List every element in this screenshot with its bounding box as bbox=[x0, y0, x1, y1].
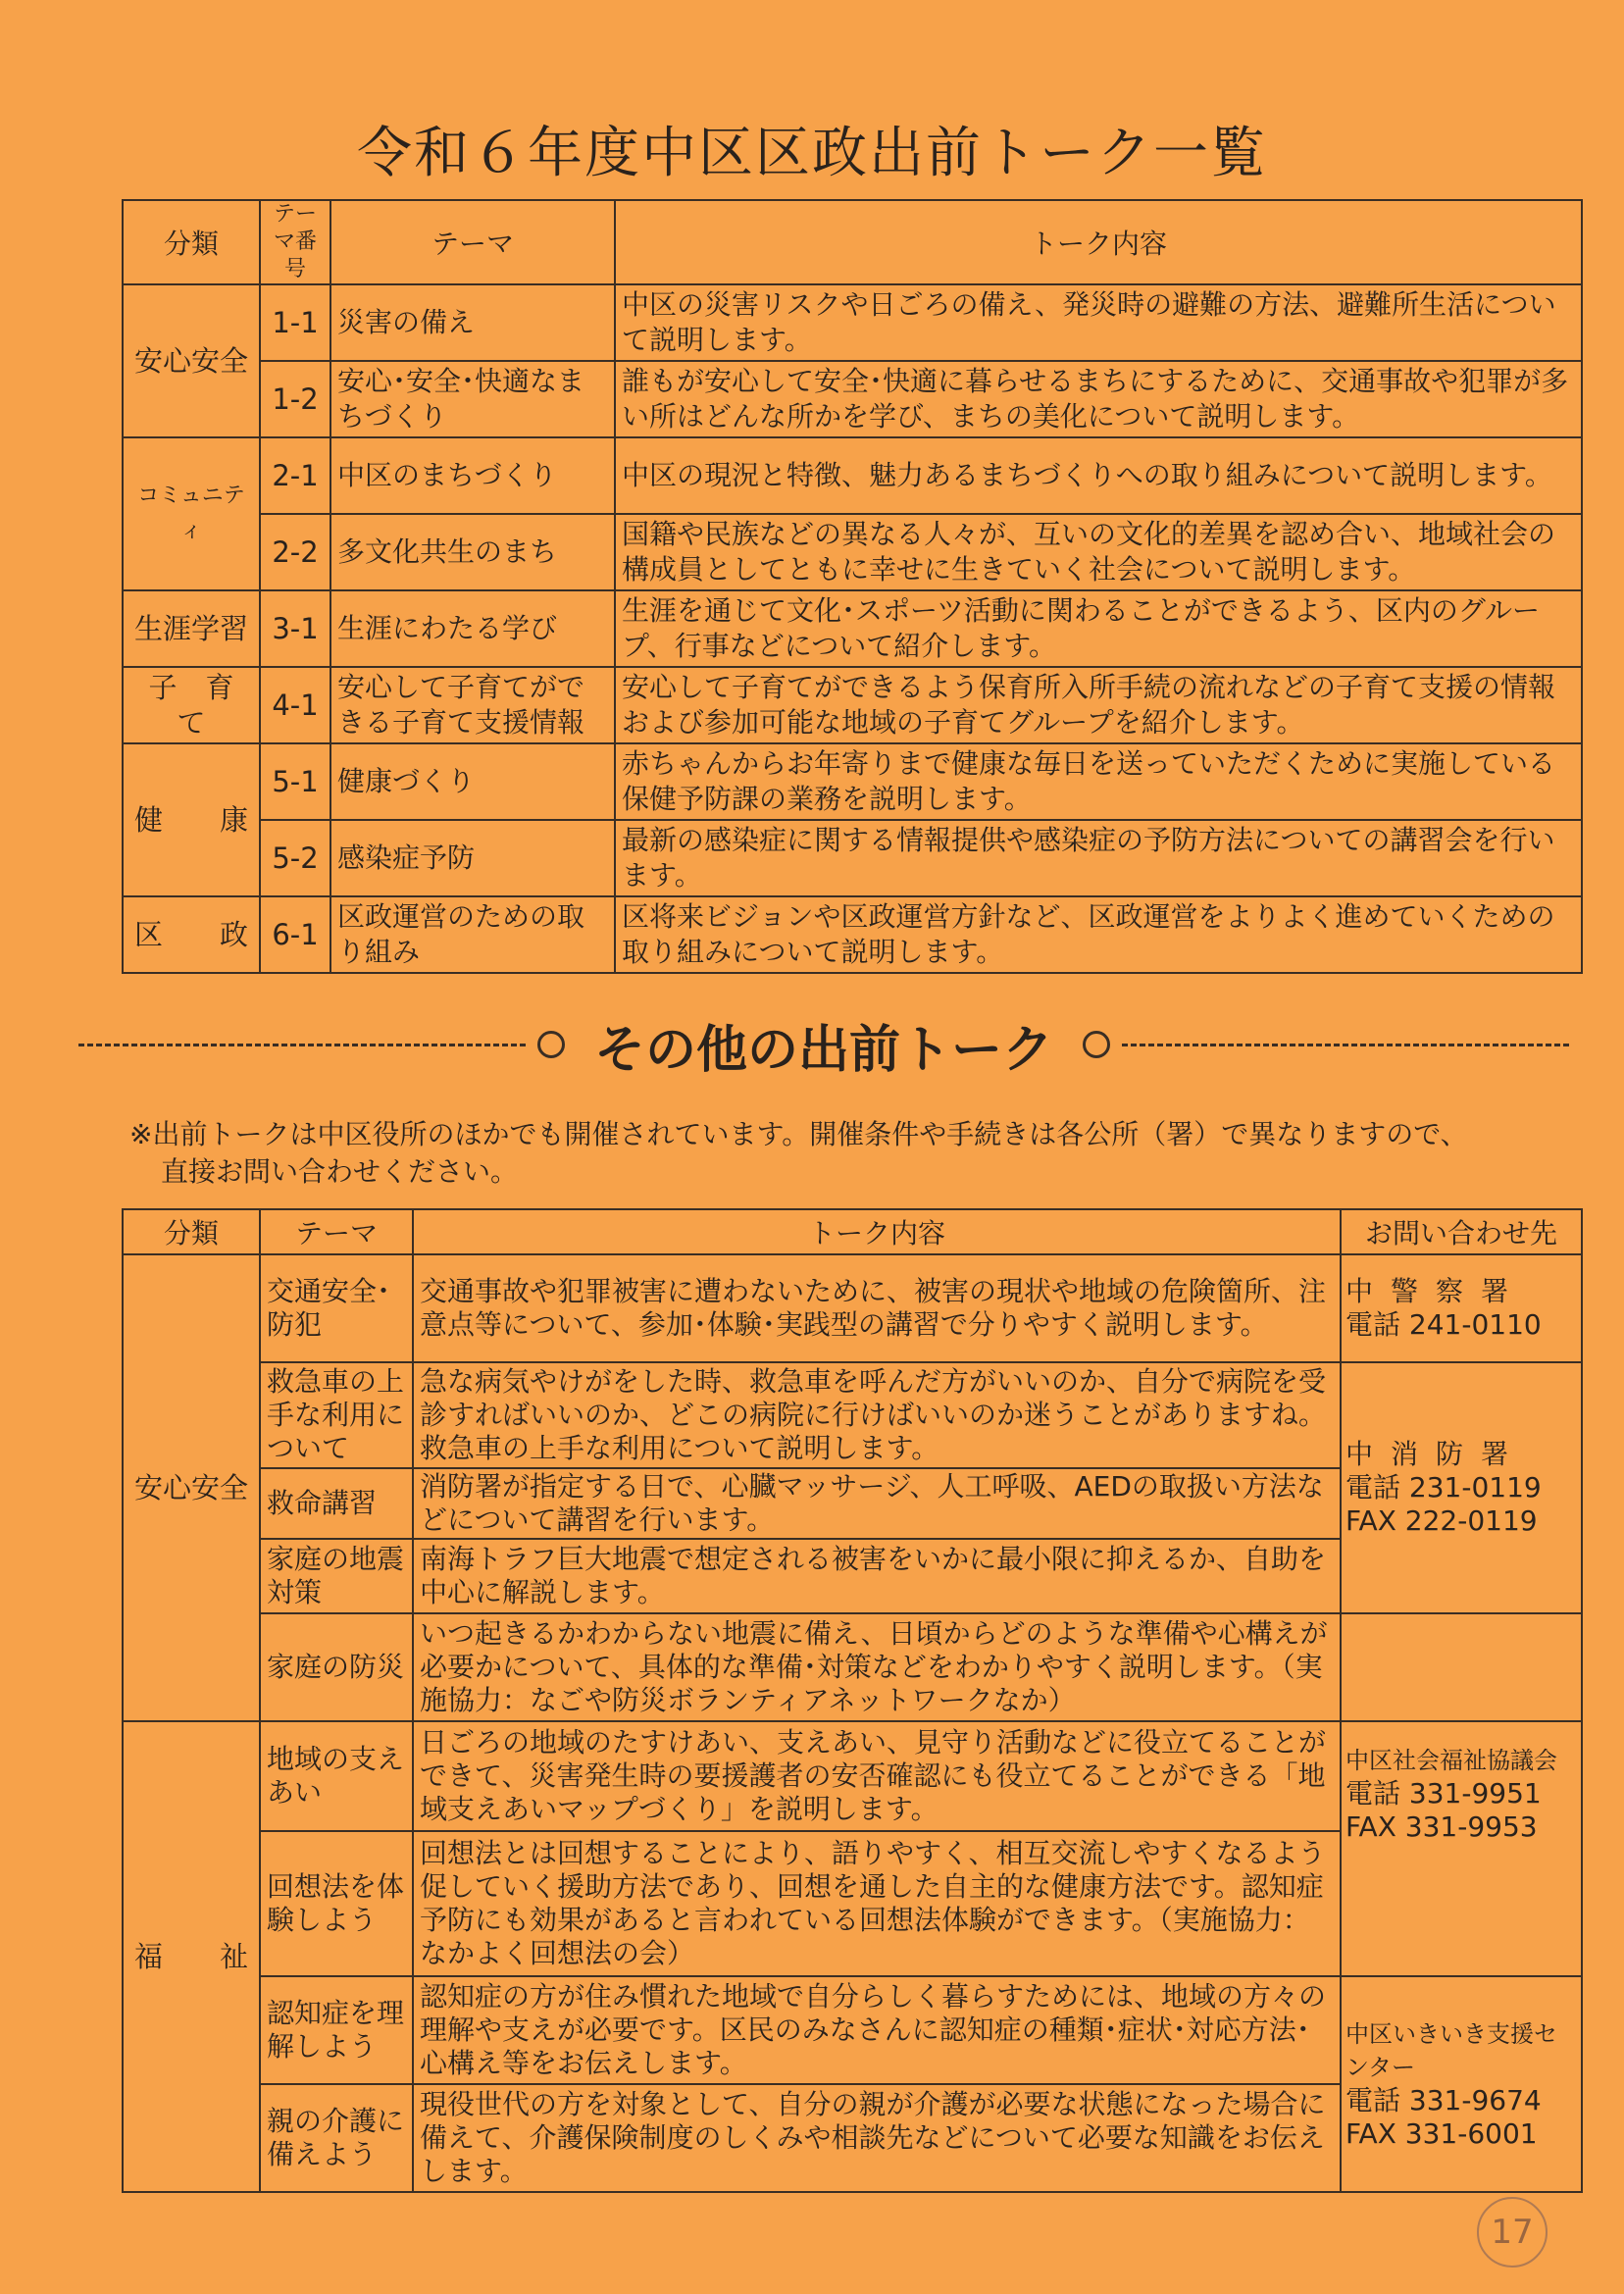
theme-cell: 区政運営のための取り組み bbox=[330, 896, 615, 973]
theme-cell: 生涯にわたる学び bbox=[330, 590, 615, 667]
number-cell: 3-1 bbox=[260, 590, 330, 667]
contact-tel: 電話 331-9951 bbox=[1345, 1777, 1542, 1810]
contact-fax: FAX 331-6001 bbox=[1345, 2117, 1538, 2150]
number-cell: 2-2 bbox=[260, 514, 330, 590]
contact-cell-police bbox=[1341, 1254, 1582, 1362]
number-cell: 6-1 bbox=[260, 896, 330, 973]
category-cell: 福 祉 bbox=[123, 1721, 260, 2192]
number-cell: 5-1 bbox=[260, 743, 330, 820]
content-cell: 消防署が指定する日で、心臓マッサージ、人工呼吸、AEDの取扱い方法などについて講習を行います。 bbox=[413, 1468, 1341, 1539]
content-cell: 交通事故や犯罪被害に遭わないために、被害の現状や地域の危険箇所、注意点等について、参加･体験･実践型の講習で分りやすく説明します。 bbox=[413, 1254, 1341, 1362]
header-theme: テーマ bbox=[330, 200, 615, 284]
header-theme: テーマ bbox=[260, 1209, 413, 1254]
header-category: 分類 bbox=[123, 1209, 260, 1254]
theme-cell: 救命講習 bbox=[260, 1468, 413, 1539]
note-line: ※出前トークは中区役所のほかでも開催されています。開催条件や手続きは各公所（署）で異なりますので、 bbox=[129, 1118, 1468, 1150]
theme-cell: 中区のまちづくり bbox=[330, 437, 615, 514]
content-cell: 生涯を通じて文化･スポーツ活動に関わることができるよう、区内のグループ、行事などについて紹介します。 bbox=[615, 590, 1582, 667]
theme-cell: 家庭の地震対策 bbox=[260, 1539, 413, 1613]
table-row bbox=[123, 820, 1582, 896]
content-cell: 中区の現況と特徴、魅力あるまちづくりへの取り組みについて説明します。 bbox=[615, 437, 1582, 514]
theme-cell: 健康づくり bbox=[330, 743, 615, 820]
content-cell: 誰もが安心して安全･快適に暮らせるまちにするために、交通事故や犯罪が多い所はどんな所かを学び、まちの美化について説明します。 bbox=[615, 361, 1582, 437]
table-ward-talks bbox=[122, 199, 1583, 974]
number-cell: 1-1 bbox=[260, 284, 330, 361]
number-cell: 1-2 bbox=[260, 361, 330, 437]
number-cell: 2-1 bbox=[260, 437, 330, 514]
category-cell: 安心安全 bbox=[123, 1254, 260, 1721]
section-heading: その他の出前トーク bbox=[594, 1020, 1054, 1080]
note-line: 直接お問い合わせください。 bbox=[161, 1155, 519, 1188]
theme-cell: 回想法を体験しよう bbox=[260, 1831, 413, 1976]
category-cell: 子 育 て bbox=[123, 667, 260, 743]
header-contact: お問い合わせ先 bbox=[1341, 1209, 1582, 1254]
contact-org: 中消防署 bbox=[1345, 1438, 1527, 1470]
category-cell: 区 政 bbox=[123, 896, 260, 973]
content-cell: 区将来ビジョンや区政運営方針など、区政運営をよりよく進めていくための取り組みについて説明します。 bbox=[615, 896, 1582, 973]
contact-org: 中警察署 bbox=[1345, 1275, 1527, 1307]
content-cell: 中区の災害リスクや日ごろの備え、発災時の避難の方法、避難所生活について説明します。 bbox=[615, 284, 1582, 361]
theme-cell: 親の介護に備えよう bbox=[260, 2084, 413, 2192]
content-cell: 最新の感染症に関する情報提供や感染症の予防方法についての講習会を行います。 bbox=[615, 820, 1582, 896]
content-cell: 南海トラフ巨大地震で想定される被害をいかに最小限に抑えるか、自助を中心に解説します。 bbox=[413, 1539, 1341, 1613]
section-divider bbox=[78, 1010, 1569, 1079]
theme-cell: 安心･安全･快適なまちづくり bbox=[330, 361, 615, 437]
number-cell: 5-2 bbox=[260, 820, 330, 896]
table-row bbox=[123, 1362, 1582, 1468]
content-cell: 日ごろの地域のたすけあい、支えあい、見守り活動などに役立てることができて、災害発生時の要援護者の安否確認にも役立てることができる「地域支えあいマップづくり」を説明します。 bbox=[413, 1721, 1341, 1831]
table-row bbox=[123, 743, 1582, 820]
contact-cell-empty bbox=[1341, 1613, 1582, 1721]
table-row bbox=[123, 1976, 1582, 2084]
divider-line-right bbox=[1122, 1044, 1569, 1046]
contact-tel: 電話 231-0119 bbox=[1345, 1471, 1542, 1504]
table-row bbox=[123, 1613, 1582, 1721]
content-cell: いつ起きるかわからない地震に備え、日頃からどのような準備や心構えが必要かについて、具体的な準備･対策などをわかりやすく説明します。（実施協力：なごや防災ボランティアネットワークなか） bbox=[413, 1613, 1341, 1721]
contact-fax: FAX 331-9953 bbox=[1345, 1810, 1538, 1843]
content-cell: 現役世代の方を対象として、自分の親が介護が必要な状態になった場合に備えて、介護保険制度のしくみや相談先などについて必要な知識をお伝えします。 bbox=[413, 2084, 1341, 2192]
table-row bbox=[123, 361, 1582, 437]
note-text bbox=[129, 1116, 1542, 1191]
theme-cell: 家庭の防災 bbox=[260, 1613, 413, 1721]
contact-org: 中区いきいき支援センター bbox=[1345, 2020, 1557, 2081]
category-cell: 健 康 bbox=[123, 743, 260, 896]
contact-tel: 電話 241-0110 bbox=[1345, 1308, 1542, 1341]
table-row bbox=[123, 1254, 1582, 1362]
header-content: トーク内容 bbox=[413, 1209, 1341, 1254]
content-cell: 認知症の方が住み慣れた地域で自分らしく暮らすためには、地域の方々の理解や支えが必要です。区民のみなさんに認知症の種類･症状･対応方法･心構え等をお伝えします。 bbox=[413, 1976, 1341, 2084]
table-row bbox=[123, 896, 1582, 973]
table-row bbox=[123, 1721, 1582, 1831]
table-row bbox=[123, 284, 1582, 361]
content-cell: 赤ちゃんからお年寄りまで健康な毎日を送っていただくために実施している保健予防課の業務を説明します。 bbox=[615, 743, 1582, 820]
theme-cell: 感染症予防 bbox=[330, 820, 615, 896]
table-row bbox=[123, 437, 1582, 514]
category-cell: 生涯学習 bbox=[123, 590, 260, 667]
content-cell: 急な病気やけがをした時、救急車を呼んだ方がいいのか、自分で病院を受診すればいいのか、どこの病院に行けばいいのか迷うことがありますね。救急車の上手な利用について説明します。 bbox=[413, 1362, 1341, 1468]
theme-cell: 救急車の上手な利用について bbox=[260, 1362, 413, 1468]
table-row bbox=[123, 514, 1582, 590]
contact-org: 中区社会福祉協議会 bbox=[1345, 1747, 1557, 1774]
content-cell: 安心して子育てができるよう保育所入所手続の流れなどの子育て支援の情報および参加可能な地域の子育てグループを紹介します。 bbox=[615, 667, 1582, 743]
table-row bbox=[123, 590, 1582, 667]
theme-cell: 交通安全･防犯 bbox=[260, 1254, 413, 1362]
contact-cell-fire bbox=[1341, 1362, 1582, 1613]
contact-fax: FAX 222-0119 bbox=[1345, 1504, 1538, 1537]
header-category: 分類 bbox=[123, 200, 260, 284]
category-cell: 安心安全 bbox=[123, 284, 260, 437]
table-header-row bbox=[123, 200, 1582, 284]
theme-cell: 安心して子育てができる子育て支援情報 bbox=[330, 667, 615, 743]
table-other-talks bbox=[122, 1208, 1583, 2193]
contact-cell-welfare bbox=[1341, 1721, 1582, 1976]
table-header-row bbox=[123, 1209, 1582, 1254]
page-title: 令和６年度中区区政出前トーク一覧 bbox=[357, 122, 1267, 185]
contact-cell-ikiiki bbox=[1341, 1976, 1582, 2192]
header-number: テーマ番号 bbox=[260, 200, 330, 284]
category-cell: コミュニティ bbox=[123, 437, 260, 590]
header-content: トーク内容 bbox=[615, 200, 1582, 284]
theme-cell: 多文化共生のまち bbox=[330, 514, 615, 590]
circle-ornament-left bbox=[537, 1031, 565, 1058]
table-row bbox=[123, 667, 1582, 743]
theme-cell: 認知症を理解しよう bbox=[260, 1976, 413, 2084]
divider-line-left bbox=[78, 1044, 526, 1046]
content-cell: 回想法とは回想することにより、語りやすく、相互交流しやすくなるよう促していく援助方法であり、回想を通した自主的な健康方法です。認知症予防にも効果があると言われている回想法体験ができます。（実施協力：なかよく回想法の会） bbox=[413, 1831, 1341, 1976]
page-number: 17 bbox=[1477, 2197, 1548, 2268]
content-cell: 国籍や民族などの異なる人々が、互いの文化的差異を認め合い、地域社会の構成員としてともに幸せに生きていく社会について説明します。 bbox=[615, 514, 1582, 590]
contact-tel: 電話 331-9674 bbox=[1345, 2084, 1542, 2116]
number-cell: 4-1 bbox=[260, 667, 330, 743]
theme-cell: 災害の備え bbox=[330, 284, 615, 361]
circle-ornament-right bbox=[1083, 1031, 1110, 1058]
theme-cell: 地域の支えあい bbox=[260, 1721, 413, 1831]
